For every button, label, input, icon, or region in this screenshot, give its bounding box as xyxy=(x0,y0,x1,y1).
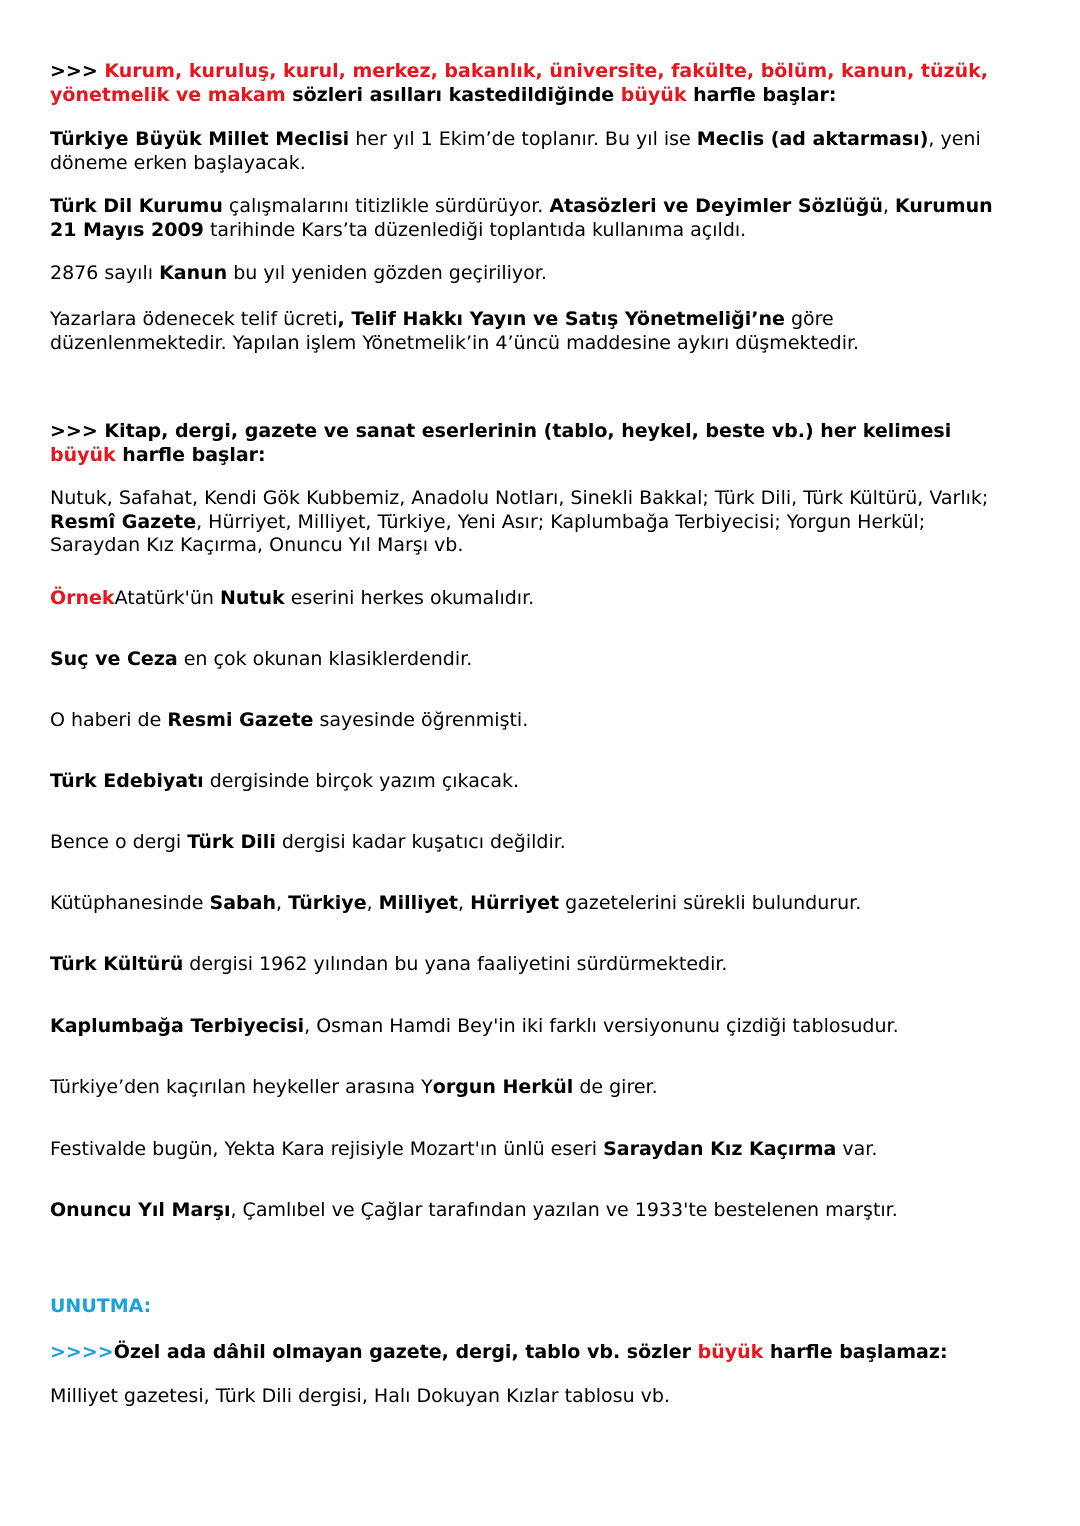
bold-term: Resmi Gazete xyxy=(167,709,314,731)
text-line xyxy=(50,128,1065,152)
text-line xyxy=(50,1295,1065,1319)
example-sentence xyxy=(50,709,1065,733)
bold-term: Atasözleri ve Deyimler Sözlüğü xyxy=(549,195,883,217)
bold-term: Nutuk xyxy=(220,587,285,609)
text-line xyxy=(50,1341,1065,1365)
text-line xyxy=(50,332,1065,356)
text: çalışmalarını titizlikle sürdürüyor. xyxy=(222,195,550,217)
example-sentence xyxy=(50,892,1065,916)
example-sentence xyxy=(50,1015,1065,1039)
bold-term: Türk Kültürü xyxy=(50,953,184,975)
reminder-label xyxy=(50,1295,1065,1319)
text: her yıl 1 Ekim’de toplanır. Bu yıl ise xyxy=(349,128,697,150)
text: , Çamlıbel ve Çağlar tarafından yazılan ve 1933'te bestelenen marştır. xyxy=(230,1199,898,1221)
institution-terms: Kurum, kuruluş, kurul, merkez, bakanlık, üniversite, fakülte, bölüm, kanun, tüzük, xyxy=(104,60,988,82)
example-paragraph xyxy=(50,128,1065,175)
text: , Hürriyet, Milliyet, Türkiye, Yeni Asır; Kaplumbağa Terbiyecisi; Yorgun Herkül; xyxy=(196,510,926,533)
text-line xyxy=(50,587,1065,611)
bold-term: Milliyet xyxy=(378,892,458,914)
emphasis-word: büyük xyxy=(697,1341,764,1363)
heading-text: >>> Kitap, dergi, gazete ve sanat eserlerinin (tablo, heykel, beste vb.) her kelimesi xyxy=(50,420,952,442)
heading-text: harfle başlar: xyxy=(686,83,837,106)
text-line xyxy=(50,487,1065,511)
bold-term: Türkiye Büyük Millet Meclisi xyxy=(50,128,350,150)
rule2-heading xyxy=(50,420,1065,467)
text: , yeni xyxy=(928,128,981,150)
bold-term: Kaplumbağa Terbiyecisi xyxy=(50,1015,305,1037)
text: , xyxy=(457,892,471,914)
text: Saraydan Kız Kaçırma, Onuncu Yıl Marşı vb. xyxy=(50,534,464,556)
bold-term: , Telif Hakkı Yayın ve Satış Yönetmeliği’ne xyxy=(337,308,785,330)
example-sentence xyxy=(50,1199,1065,1223)
text: Nutuk, Safahat, Kendi Gök Kubbemiz, Anadolu Notları, Sinekli Bakkal; Türk Dili, Türk Kültürü, Varlık; xyxy=(50,487,989,509)
emphasis-word: büyük xyxy=(50,443,116,466)
works-list xyxy=(50,487,1065,558)
text: Milliyet gazetesi, Türk Dili dergisi, Halı Dokuyan Kızlar tablosu vb. xyxy=(50,1385,670,1407)
text: döneme erken başlayacak. xyxy=(50,151,306,174)
text-line xyxy=(50,1015,1065,1039)
text: , xyxy=(276,892,289,914)
example-sentence xyxy=(50,831,1065,855)
text: dergisinde birçok yazım çıkacak. xyxy=(203,770,520,792)
example-label: Örnek xyxy=(50,587,115,609)
example-sentence xyxy=(50,587,1065,611)
text-line xyxy=(50,1076,1065,1100)
example-sentence xyxy=(50,648,1065,672)
reminder-rule xyxy=(50,1341,1065,1365)
text: Yazarlara ödenecek telif ücreti xyxy=(50,308,338,330)
bold-term: Sabah xyxy=(209,892,277,914)
text: Atatürk'ün xyxy=(114,587,220,609)
text-line xyxy=(50,892,1065,916)
text-line xyxy=(50,831,1065,855)
text-line xyxy=(50,1138,1065,1162)
heading-text: sözleri asılları kastedildiğinde xyxy=(285,83,621,106)
reminder-examples xyxy=(50,1385,1065,1409)
text-line xyxy=(50,770,1065,794)
bold-term: Suç ve Ceza xyxy=(50,648,178,670)
text-line xyxy=(50,534,1065,558)
text-line xyxy=(50,420,1065,444)
bold-term: orgun Herkül xyxy=(432,1076,574,1098)
text-line xyxy=(50,709,1065,733)
text-line xyxy=(50,195,1065,219)
text-line xyxy=(50,648,1065,672)
text-line xyxy=(50,308,1065,332)
text: de girer. xyxy=(573,1076,658,1098)
bold-term: Türk Edebiyatı xyxy=(50,770,204,792)
text: Türkiye’den kaçırılan heykeller arasına Y xyxy=(50,1076,433,1098)
text-line xyxy=(50,1385,1065,1409)
text: gazetelerini sürekli bulundurur. xyxy=(559,892,862,914)
bold-term: Onuncu Yıl Marşı xyxy=(50,1199,231,1221)
heading-text: harfle başlamaz: xyxy=(763,1341,948,1363)
text: en çok okunan klasiklerdendir. xyxy=(177,648,473,670)
bold-term: Saraydan Kız Kaçırma xyxy=(603,1138,837,1160)
bold-term: Hürriyet xyxy=(470,892,560,914)
text: eserini herkes okumalıdır. xyxy=(284,587,535,609)
text: Bence o dergi xyxy=(50,831,188,853)
example-sentence xyxy=(50,770,1065,794)
institution-terms: yönetmelik ve makam xyxy=(50,83,286,106)
example-sentence xyxy=(50,1076,1065,1100)
bold-term: Kurumun xyxy=(894,195,993,217)
example-paragraph xyxy=(50,195,1065,242)
rule1-heading xyxy=(50,60,1065,107)
text: , xyxy=(882,195,895,217)
text: göre xyxy=(784,308,834,330)
text-line xyxy=(50,1199,1065,1223)
text: O haberi de xyxy=(50,709,168,731)
text: dergisi kadar kuşatıcı değildir. xyxy=(275,831,566,853)
example-paragraph xyxy=(50,262,1065,286)
text: var. xyxy=(836,1138,878,1160)
text: bu yıl yeniden gözden geçiriliyor. xyxy=(227,262,547,284)
text-line xyxy=(50,444,1065,468)
text: sayesinde öğrenmişti. xyxy=(313,709,529,731)
bold-term: Resmî Gazete xyxy=(50,510,197,533)
text: , Osman Hamdi Bey'in iki farklı versiyonunu çizdiği tablosudur. xyxy=(304,1015,899,1037)
bold-term: 21 Mayıs 2009 xyxy=(50,218,204,241)
example-sentence xyxy=(50,953,1065,977)
reminder-marker: >>>> xyxy=(50,1341,114,1363)
text: Festivalde bugün, Yekta Kara rejisiyle Mozart'ın ünlü eseri xyxy=(50,1138,604,1160)
bold-term: Türk Dil Kurumu xyxy=(50,195,223,217)
reminder-title: UNUTMA: xyxy=(50,1295,152,1317)
bold-term: Meclis (ad aktarması) xyxy=(696,128,929,150)
text-line xyxy=(50,152,1065,176)
text: dergisi 1962 yılından bu yana faaliyetini sürdürmektedir. xyxy=(183,953,728,975)
heading-marker: >>> xyxy=(50,60,105,82)
text: tarihinde Kars’ta düzenlediği toplantıda kullanıma açıldı. xyxy=(203,218,747,241)
example-paragraph xyxy=(50,308,1065,355)
heading-text: Özel ada dâhil olmayan gazete, dergi, tablo vb. sözler xyxy=(113,1341,698,1363)
text-line xyxy=(50,60,1065,84)
text: Kütüphanesinde xyxy=(50,892,210,914)
heading-text: harfle başlar: xyxy=(115,443,266,466)
bold-term: Türkiye xyxy=(288,892,367,914)
text-line xyxy=(50,262,1065,286)
text: 2876 sayılı xyxy=(50,262,160,284)
example-sentence xyxy=(50,1138,1065,1162)
text: , xyxy=(366,892,379,914)
bold-term: Türk Dili xyxy=(187,831,276,853)
text-line xyxy=(50,511,1065,535)
bold-term: Kanun xyxy=(159,262,228,284)
text-line xyxy=(50,219,1065,243)
text: düzenlenmektedir. Yapılan işlem Yönetmelik’in 4’üncü maddesine aykırı düşmektedir. xyxy=(50,331,860,354)
text-line xyxy=(50,953,1065,977)
emphasis-word: büyük xyxy=(620,83,687,106)
text-line xyxy=(50,84,1065,108)
